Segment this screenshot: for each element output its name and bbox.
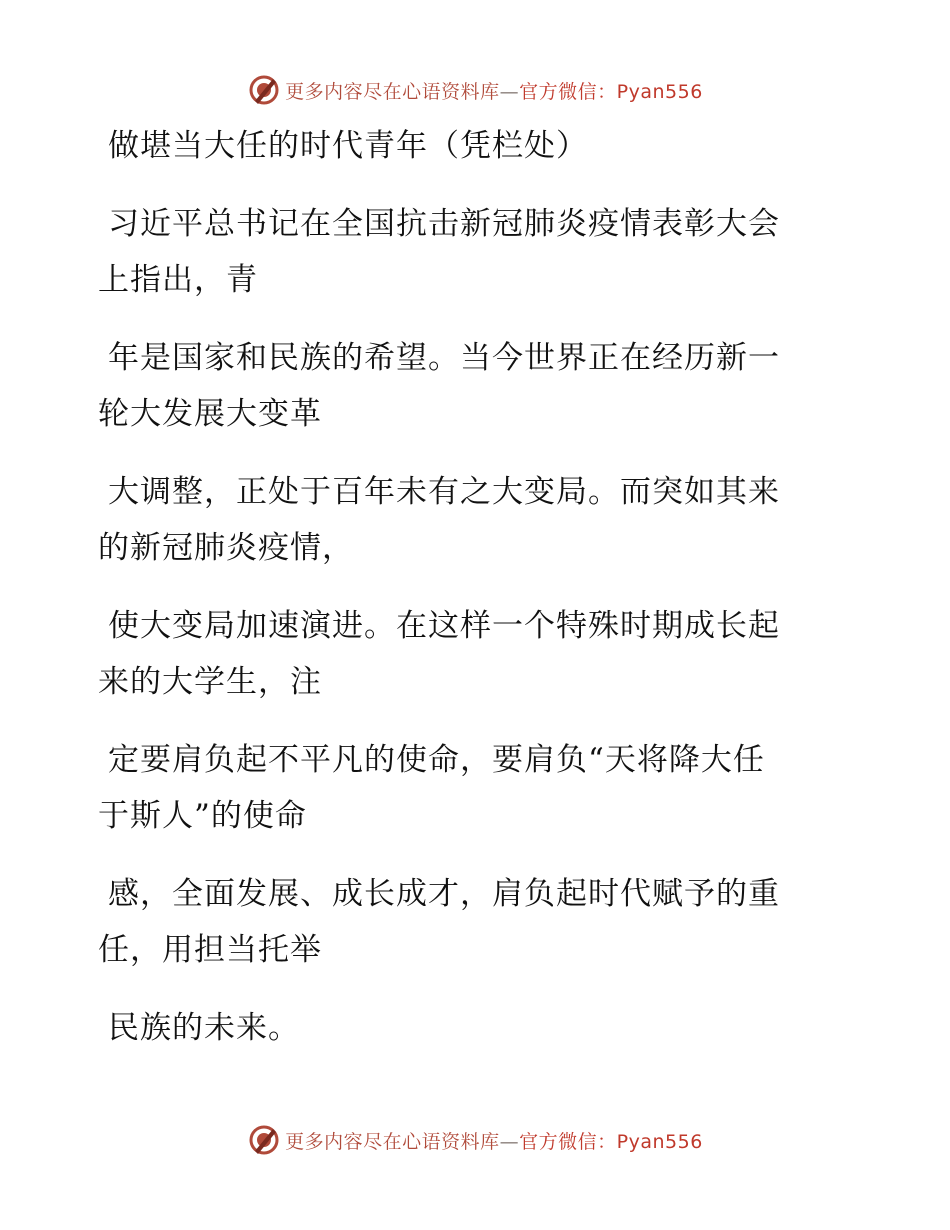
banner-title: 更多内容尽在心语资料库 — [285, 1130, 500, 1153]
pen-seal-icon — [247, 73, 281, 107]
banner-separator: — — [499, 80, 520, 103]
text-line: 大调整，正处于百年未有之大变局。而突如其来 — [108, 474, 780, 510]
banner-contact: 官方微信：Pyan556 — [519, 1130, 703, 1153]
text-line: 民族的未来。 — [108, 1010, 300, 1046]
header-banner — [0, 70, 950, 110]
footer-banner — [0, 1120, 950, 1160]
text-line: 习近平总书记在全国抗击新冠肺炎疫情表彰大会 — [108, 206, 780, 242]
banner-contact: 官方微信：Pyan556 — [519, 80, 703, 103]
text-line: 任，用担当托举 — [98, 932, 322, 968]
banner-text — [285, 1127, 703, 1154]
text-line: 轮大发展大变革 — [98, 396, 322, 432]
document-title: 做堪当大任的时代青年（凭栏处） — [108, 128, 588, 164]
text-line: 感，全面发展、成长成才，肩负起时代赋予的重 — [108, 876, 780, 912]
banner-separator: — — [499, 1130, 520, 1153]
text-line: 使大变局加速演进。在这样一个特殊时期成长起 — [108, 608, 780, 644]
text-line: 年是国家和民族的希望。当今世界正在经历新一 — [108, 340, 780, 376]
pen-seal-icon — [247, 1123, 281, 1157]
document-body — [98, 118, 838, 1056]
text-line: 上指出，青 — [98, 262, 258, 298]
text-line: 定要肩负起不平凡的使命，要肩负“天将降大任 — [108, 742, 765, 778]
text-line: 来的大学生，注 — [98, 664, 322, 700]
banner-text — [285, 77, 703, 104]
text-line: 的新冠肺炎疫情， — [98, 530, 354, 566]
banner-title: 更多内容尽在心语资料库 — [285, 80, 500, 103]
text-line: 于斯人”的使命 — [98, 798, 307, 834]
